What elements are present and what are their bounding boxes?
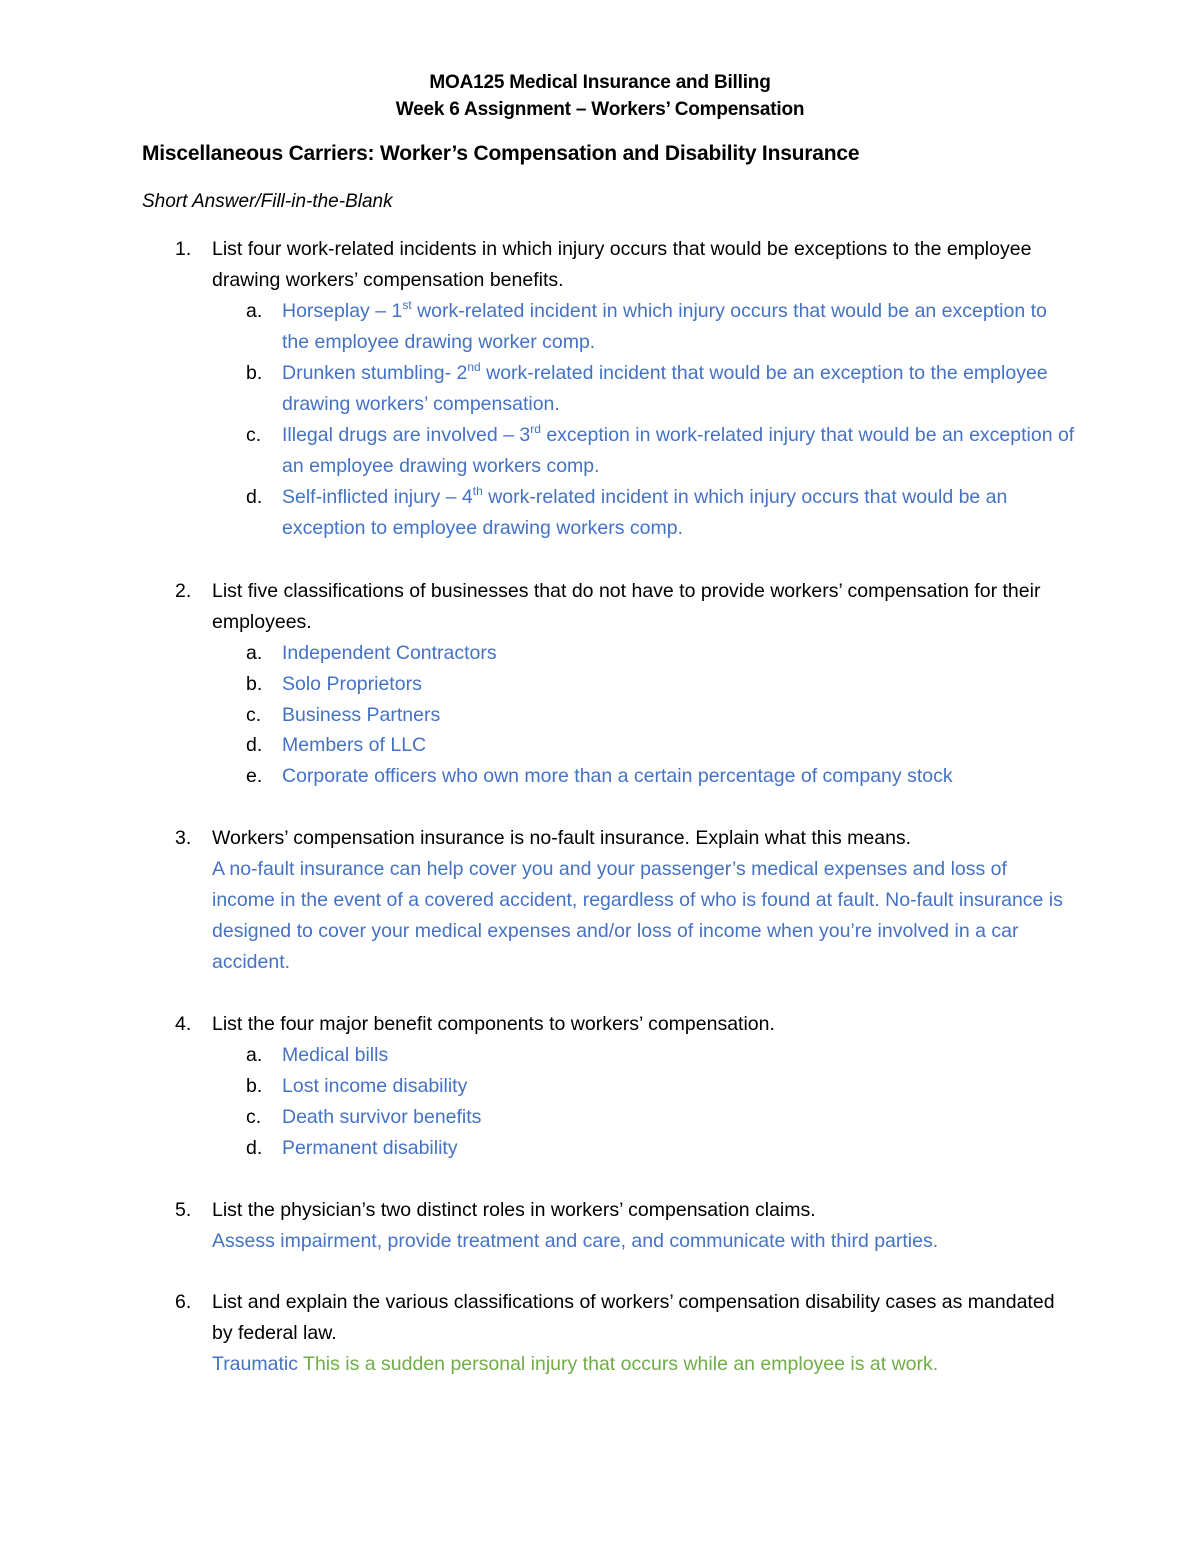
answer-item [246,730,1076,761]
item-letter: a. [246,1044,263,1066]
answer-text-pre: Drunken stumbling- 2 [282,362,468,384]
section-subtitle: Short Answer/Fill-in-the-Blank [142,191,393,212]
answer-item [246,638,1076,669]
item-letter: c. [246,424,262,446]
question-5 [175,1195,1075,1226]
item-letter: b. [246,673,263,695]
item-letter: e. [246,765,263,787]
answer-text-post: work-related incident that would be an exception to the employee drawing workers’ compensation. [282,362,1048,415]
question-number: 2. [175,580,192,602]
answer-text: Members of LLC [282,734,427,756]
answer-text: Business Partners [282,704,441,726]
question-number: 4. [175,1013,192,1035]
answer-item [246,482,1076,544]
question-number: 5. [175,1199,192,1221]
answer-text: Solo Proprietors [282,673,422,695]
course-title: MOA125 Medical Insurance and Billing [429,72,771,93]
answer-explanation: This is a sudden personal injury that occurs while an employee is at work. [297,1353,939,1375]
question-text: List the four major benefit components to workers’ compensation. [212,1013,775,1035]
ordinal-suffix: th [472,483,483,498]
item-letter: b. [246,362,263,384]
item-letter: b. [246,1075,263,1097]
question-text: List the physician’s two distinct roles in workers’ compensation claims. [212,1199,816,1221]
answer-term: Traumatic [212,1353,298,1375]
item-letter: d. [246,1137,263,1159]
question-text: Workers’ compensation insurance is no-fault insurance. Explain what this means. [212,827,912,849]
item-letter: c. [246,1106,262,1128]
answer-text: Lost income disability [282,1075,468,1097]
ordinal-suffix: rd [530,421,541,436]
answer-text: Medical bills [282,1044,389,1066]
answer-item [246,1071,1076,1102]
answer-text: Corporate officers who own more than a certain percentage of company stock [282,765,953,787]
question-number: 6. [175,1291,192,1313]
answer-text-post: work-related incident in which injury occurs that would be an exception to the employee drawing worker comp. [282,300,1047,353]
answer-item [246,700,1076,731]
assignment-title: Week 6 Assignment – Workers’ Compensation [395,99,805,120]
question-2 [175,576,1075,638]
question-6 [175,1287,1075,1349]
ordinal-suffix: st [402,297,412,312]
answer-text-pre: Illegal drugs are involved – 3 [282,424,531,446]
answer-item [246,420,1076,482]
question-4 [175,1009,1075,1040]
item-letter: d. [246,734,263,756]
answer-text-post: work-related incident in which injury occurs that would be an exception to employee drawing workers comp. [282,486,1008,539]
answer-text-pre: Self-inflicted injury – 4 [282,486,473,508]
answer-text-pre: Horseplay – 1 [282,300,403,322]
answer-item [246,669,1076,700]
answer-text: Permanent disability [282,1137,458,1159]
answer-item [246,358,1076,420]
answer-paragraph: A no-fault insurance can help cover you and your passenger’s medical expenses and loss of income in the event of a covered accident, regardless of who is found at fault. No-fault insurance is designed to cover your medical expenses and/or loss of income when you’re involved in a car accident. [212,858,1063,973]
answer-item [246,761,1076,792]
question-number: 1. [175,238,192,260]
item-letter: a. [246,642,263,664]
question-text: List and explain the various classifications of workers’ compensation disability cases as mandated by federal law. [212,1291,1055,1344]
answer-item [246,1102,1076,1133]
item-letter: d. [246,486,263,508]
answer-text-post: exception in work-related injury that would be an exception of an employee drawing workers comp. [282,424,1075,477]
answer-paragraph [212,1349,1072,1380]
question-3 [175,823,1075,854]
answer-text: Death survivor benefits [282,1106,482,1128]
item-letter: a. [246,300,263,322]
question-text: List four work-related incidents in which injury occurs that would be exceptions to the employee drawing workers’ compensation benefits. [212,238,1032,291]
question-1 [175,234,1075,296]
answer-text: Independent Contractors [282,642,497,664]
ordinal-suffix: nd [467,359,481,374]
question-number: 3. [175,827,192,849]
section-title: Miscellaneous Carriers: Worker’s Compensation and Disability Insurance [142,142,860,165]
answer-item [246,1040,1076,1071]
answer-paragraph: Assess impairment, provide treatment and care, and communicate with third parties. [212,1230,939,1252]
question-text: List five classifications of businesses that do not have to provide workers’ compensation for their employees. [212,580,1041,633]
answer-item [246,296,1076,358]
answer-item [246,1133,1076,1164]
item-letter: c. [246,704,262,726]
